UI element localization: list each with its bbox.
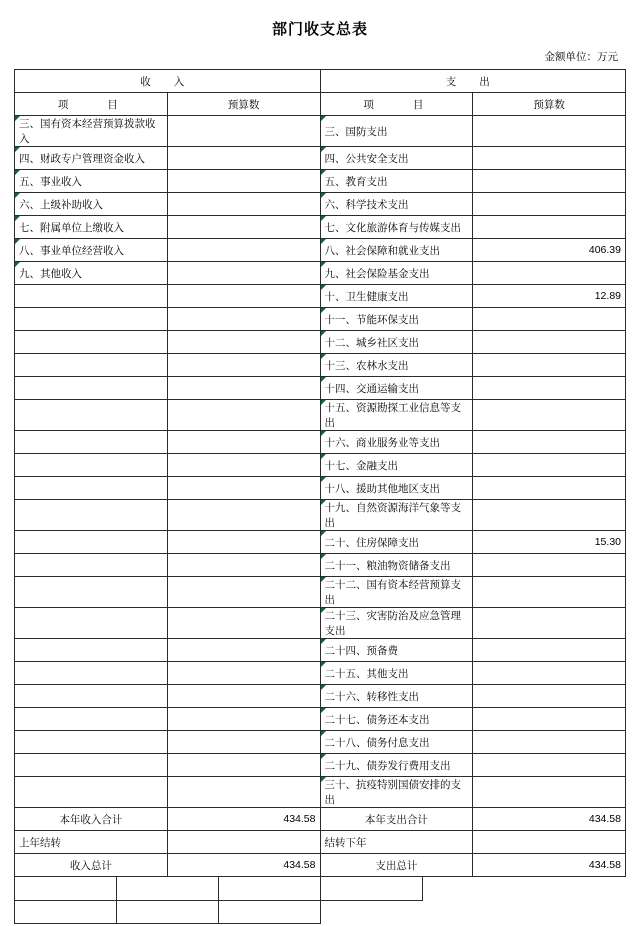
- cell-income-item: [15, 331, 168, 354]
- cell-expense-item: 十九、自然资源海洋气象等支出: [320, 500, 473, 531]
- cell-expense-item: 三十、抗疫特别国债安排的支出: [320, 777, 473, 808]
- cell-expense-item: 十四、交通运输支出: [320, 377, 473, 400]
- table-row: [15, 477, 626, 500]
- blank-cell: [525, 900, 627, 923]
- cell-income-value: [167, 531, 320, 554]
- cell-income-value: [167, 577, 320, 608]
- cell-income-item: 九、其他收入: [15, 262, 168, 285]
- cell-expense-summary-value: [473, 831, 626, 854]
- table-row: [15, 377, 626, 400]
- cell-income-item: [15, 500, 168, 531]
- cell-income-item: [15, 608, 168, 639]
- table-row: [15, 147, 626, 170]
- cell-expense-value: 12.89: [473, 285, 626, 308]
- table-summary-row: [15, 808, 626, 831]
- cell-expense-value: [473, 708, 626, 731]
- cell-expense-item: 二十七、债务还本支出: [320, 708, 473, 731]
- cell-income-item: [15, 431, 168, 454]
- cell-income-item: [15, 777, 168, 808]
- cell-expense-value: [473, 377, 626, 400]
- cell-expense-item: 十一、节能环保支出: [320, 308, 473, 331]
- amount-unit-note: 金额单位：万元: [544, 51, 618, 63]
- table-row: [15, 608, 626, 639]
- blank-cell: [525, 877, 627, 900]
- cell-expense-item: 二十三、灾害防治及应急管理支出: [320, 608, 473, 639]
- cell-expense-item: 二十九、债券发行费用支出: [320, 754, 473, 777]
- cell-expense-summary-label: 支出总计: [320, 854, 473, 877]
- cell-income-summary-label: 收入总计: [15, 854, 168, 877]
- cell-expense-value: [473, 308, 626, 331]
- blank-cell: [117, 877, 219, 900]
- cell-income-value: [167, 431, 320, 454]
- table-row: [15, 731, 626, 754]
- cell-income-item: 八、事业单位经营收入: [15, 239, 168, 262]
- cell-expense-item: 十八、援助其他地区支出: [320, 477, 473, 500]
- table-row: [15, 754, 626, 777]
- cell-income-value: [167, 400, 320, 431]
- cell-income-value: [167, 639, 320, 662]
- table-row: [15, 400, 626, 431]
- cell-income-value: [167, 262, 320, 285]
- cell-income-summary-value: 434.58: [167, 854, 320, 877]
- cell-income-item: [15, 685, 168, 708]
- cell-income-item: [15, 731, 168, 754]
- cell-expense-value: [473, 554, 626, 577]
- column-header-income-value: 预算数: [167, 93, 320, 116]
- budget-table-container: [0, 69, 640, 877]
- cell-expense-item: 十五、资源勘探工业信息等支出: [320, 400, 473, 431]
- cell-income-item: 四、财政专户管理资金收入: [15, 147, 168, 170]
- table-row: [15, 239, 626, 262]
- cell-income-value: [167, 454, 320, 477]
- table-summary-row: [15, 831, 626, 854]
- page-title: 部门收支总表: [271, 21, 368, 38]
- blank-cell: [219, 877, 321, 900]
- cell-income-item: [15, 554, 168, 577]
- cell-expense-value: [473, 431, 626, 454]
- blank-cell: [423, 877, 525, 900]
- cell-income-item: 五、事业收入: [15, 170, 168, 193]
- blank-cell: [423, 900, 525, 923]
- cell-expense-item: 二十四、预备费: [320, 639, 473, 662]
- cell-income-value: [167, 777, 320, 808]
- table-row: [15, 554, 626, 577]
- table-row: [15, 262, 626, 285]
- cell-income-value: [167, 754, 320, 777]
- budget-table-body: [15, 70, 626, 877]
- cell-income-value: [167, 685, 320, 708]
- cell-income-value: [167, 662, 320, 685]
- cell-expense-value: [473, 454, 626, 477]
- column-header-expense-value: 预算数: [473, 93, 626, 116]
- table-summary-row: [15, 854, 626, 877]
- cell-income-value: [167, 354, 320, 377]
- cell-expense-summary-value: 434.58: [473, 808, 626, 831]
- cell-income-item: [15, 308, 168, 331]
- cell-expense-item: 十六、商业服务业等支出: [320, 431, 473, 454]
- cell-expense-value: [473, 731, 626, 754]
- cell-expense-item: 二十五、其他支出: [320, 662, 473, 685]
- blank-rows-table: [14, 877, 627, 924]
- budget-table: [14, 69, 626, 877]
- cell-income-item: [15, 662, 168, 685]
- cell-income-value: [167, 554, 320, 577]
- cell-income-value: [167, 216, 320, 239]
- table-row: [15, 193, 626, 216]
- cell-income-summary-value: 434.58: [167, 808, 320, 831]
- column-header-income-item: 项 目: [15, 93, 168, 116]
- cell-expense-value: 406.39: [473, 239, 626, 262]
- table-row: [15, 116, 626, 147]
- cell-expense-item: 二十一、粮油物资储备支出: [320, 554, 473, 577]
- cell-expense-item: 五、教育支出: [320, 170, 473, 193]
- cell-expense-value: [473, 639, 626, 662]
- table-group-header-row: [15, 70, 626, 93]
- cell-income-value: [167, 147, 320, 170]
- cell-expense-value: [473, 662, 626, 685]
- cell-income-item: 三、国有资本经营预算拨款收入: [15, 116, 168, 147]
- group-header-income: 收 入: [15, 70, 321, 93]
- cell-expense-item: 三、国防支出: [320, 116, 473, 147]
- column-header-expense-item: 项 目: [320, 93, 473, 116]
- cell-expense-item: 二十、住房保障支出: [320, 531, 473, 554]
- cell-expense-item: 十二、城乡社区支出: [320, 331, 473, 354]
- cell-income-item: [15, 754, 168, 777]
- cell-expense-value: [473, 116, 626, 147]
- cell-income-value: [167, 116, 320, 147]
- blank-row: [15, 877, 627, 900]
- cell-expense-value: [473, 147, 626, 170]
- cell-income-item: [15, 377, 168, 400]
- cell-expense-item: 十七、金融支出: [320, 454, 473, 477]
- cell-expense-value: [473, 193, 626, 216]
- blank-cell: [219, 900, 321, 923]
- table-row: [15, 708, 626, 731]
- cell-income-item: [15, 454, 168, 477]
- table-row: [15, 577, 626, 608]
- cell-income-item: [15, 639, 168, 662]
- cell-income-item: [15, 531, 168, 554]
- cell-expense-value: [473, 400, 626, 431]
- cell-income-item: [15, 708, 168, 731]
- cell-income-value: [167, 170, 320, 193]
- table-row: [15, 662, 626, 685]
- cell-expense-item: 八、社会保障和就业支出: [320, 239, 473, 262]
- cell-income-item: [15, 577, 168, 608]
- cell-income-summary-value: [167, 831, 320, 854]
- cell-income-item: 六、上级补助收入: [15, 193, 168, 216]
- cell-income-item: 七、附属单位上缴收入: [15, 216, 168, 239]
- cell-expense-value: [473, 577, 626, 608]
- blank-row: [15, 900, 627, 923]
- table-row: [15, 777, 626, 808]
- cell-income-item: [15, 477, 168, 500]
- cell-expense-value: [473, 216, 626, 239]
- cell-expense-item: 七、文化旅游体育与传媒支出: [320, 216, 473, 239]
- blank-cell: [15, 877, 117, 900]
- cell-income-item: [15, 354, 168, 377]
- cell-expense-value: [473, 262, 626, 285]
- cell-income-value: [167, 500, 320, 531]
- table-row: [15, 431, 626, 454]
- cell-expense-value: [473, 754, 626, 777]
- blank-cell: [321, 877, 423, 900]
- table-row: [15, 531, 626, 554]
- cell-income-summary-label: 本年收入合计: [15, 808, 168, 831]
- cell-expense-summary-value: 434.58: [473, 854, 626, 877]
- cell-expense-item: 十三、农林水支出: [320, 354, 473, 377]
- cell-income-item: [15, 400, 168, 431]
- table-row: [15, 308, 626, 331]
- blank-cell: [117, 900, 219, 923]
- cell-income-value: [167, 608, 320, 639]
- table-row: [15, 285, 626, 308]
- cell-income-value: [167, 308, 320, 331]
- cell-expense-value: [473, 477, 626, 500]
- cell-expense-value: [473, 354, 626, 377]
- blank-rows-container: [0, 877, 640, 924]
- cell-expense-item: 九、社会保险基金支出: [320, 262, 473, 285]
- cell-expense-summary-label: 结转下年: [320, 831, 473, 854]
- table-row: [15, 500, 626, 531]
- cell-expense-item: 二十八、债务付息支出: [320, 731, 473, 754]
- blank-cell: [321, 900, 423, 923]
- blank-rows-body: [15, 877, 627, 923]
- cell-expense-value: 15.30: [473, 531, 626, 554]
- cell-expense-item: 十、卫生健康支出: [320, 285, 473, 308]
- cell-expense-value: [473, 608, 626, 639]
- cell-income-value: [167, 477, 320, 500]
- table-row: [15, 331, 626, 354]
- cell-income-value: [167, 331, 320, 354]
- table-row: [15, 354, 626, 377]
- group-header-expense: 支 出: [320, 70, 626, 93]
- table-row: [15, 454, 626, 477]
- table-row: [15, 216, 626, 239]
- cell-expense-item: 四、公共安全支出: [320, 147, 473, 170]
- table-row: [15, 685, 626, 708]
- cell-expense-item: 二十二、国有资本经营预算支出: [320, 577, 473, 608]
- blank-cell: [15, 900, 117, 923]
- cell-income-item: [15, 285, 168, 308]
- cell-income-value: [167, 731, 320, 754]
- cell-income-summary-label: 上年结转: [15, 831, 168, 854]
- cell-expense-value: [473, 685, 626, 708]
- table-sub-header-row: [15, 93, 626, 116]
- cell-expense-item: 六、科学技术支出: [320, 193, 473, 216]
- table-row: [15, 170, 626, 193]
- cell-income-value: [167, 193, 320, 216]
- cell-expense-value: [473, 500, 626, 531]
- cell-expense-item: 二十六、转移性支出: [320, 685, 473, 708]
- cell-expense-value: [473, 331, 626, 354]
- cell-income-value: [167, 377, 320, 400]
- cell-income-value: [167, 285, 320, 308]
- cell-income-value: [167, 239, 320, 262]
- cell-income-value: [167, 708, 320, 731]
- table-row: [15, 639, 626, 662]
- cell-expense-summary-label: 本年支出合计: [320, 808, 473, 831]
- cell-expense-value: [473, 777, 626, 808]
- cell-expense-value: [473, 170, 626, 193]
